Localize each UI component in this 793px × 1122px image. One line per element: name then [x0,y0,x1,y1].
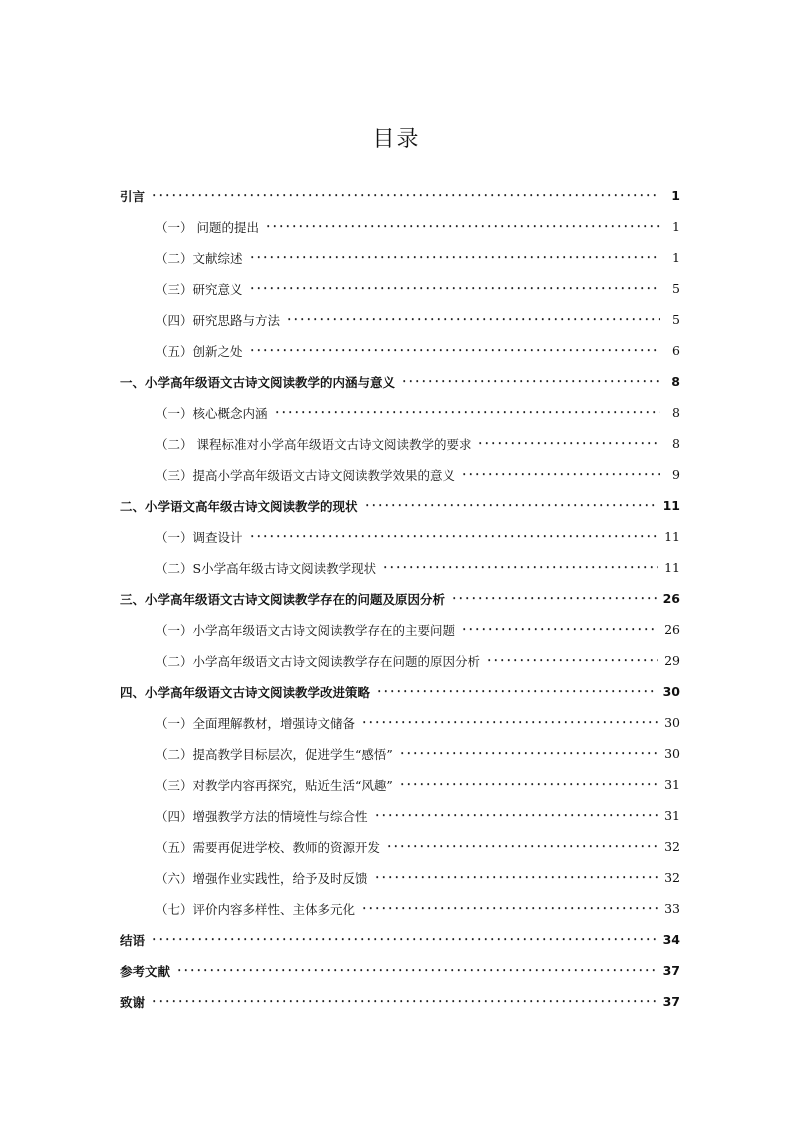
toc-page-number: 5 [672,312,680,327]
toc-section-entry[interactable] [120,800,680,831]
toc-entry-label: 三、小学高年级语文古诗文阅读教学存在的问题及原因分析 [120,591,446,607]
toc-dot-leader [486,654,658,667]
toc-dot-leader [461,623,658,636]
page-title: 目录 [372,127,421,152]
toc-chapter-entry[interactable] [120,955,680,986]
toc-chapter-entry[interactable] [120,180,680,211]
toc-dot-leader [364,499,657,512]
toc-entry-label: （五）需要再促进学校、教师的资源开发 [155,839,381,855]
toc-entry-label: （二）小学高年级语文古诗文阅读教学存在问题的原因分析 [155,653,481,669]
toc-page-number: 11 [664,560,680,575]
toc-page-number: 1 [672,219,680,234]
toc-section-entry[interactable] [120,738,680,769]
toc-page-number: 30 [664,746,680,761]
toc-dot-leader [461,468,660,481]
toc-entry-label: （二）S小学高年级古诗文阅读教学现状 [155,560,377,576]
toc-entry-label: 二、小学语文高年级古诗文阅读教学的现状 [120,498,358,514]
toc-section-entry[interactable] [120,521,680,552]
table-of-contents [120,180,680,1017]
toc-entry-label: （一）全面理解教材，增强诗文储备 [155,715,356,731]
toc-chapter-entry[interactable] [120,676,680,707]
toc-page-number: 26 [662,591,680,606]
toc-entry-label: （二）文献综述 [155,250,243,266]
toc-section-entry[interactable] [120,707,680,738]
toc-section-entry[interactable] [120,459,680,490]
toc-section-entry[interactable] [120,273,680,304]
toc-entry-label: （一）调查设计 [155,529,243,545]
toc-page-number: 11 [664,529,680,544]
toc-section-entry[interactable] [120,552,680,583]
toc-dot-leader [361,716,658,729]
toc-entry-label: 引言 [120,188,146,204]
toc-page-number: 31 [664,808,680,823]
toc-dot-leader [249,282,660,295]
toc-section-entry[interactable] [120,304,680,335]
toc-entry-label: （五）创新之处 [155,343,243,359]
toc-page-number: 30 [664,715,680,730]
toc-entry-label: 致谢 [120,994,146,1010]
toc-entry-label: （七）评价内容多样性、主体多元化 [155,901,356,917]
toc-section-entry[interactable] [120,211,680,242]
toc-dot-leader [274,406,660,419]
toc-dot-leader [451,592,657,605]
toc-dot-leader [249,530,659,543]
toc-page-number: 34 [662,932,680,947]
toc-entry-label: 参考文献 [120,963,171,979]
toc-page-number: 9 [672,467,680,482]
toc-section-entry[interactable] [120,769,680,800]
toc-page-number: 8 [672,436,680,451]
toc-dot-leader [401,375,660,388]
toc-dot-leader [399,747,658,760]
toc-page-number: 26 [664,622,680,637]
toc-page-number: 31 [664,777,680,792]
toc-chapter-entry[interactable] [120,583,680,614]
toc-chapter-entry[interactable] [120,490,680,521]
toc-entry-label: （二）提高教学目标层次，促进学生“感悟” [155,746,393,762]
toc-dot-leader [265,220,660,233]
toc-page-number: 11 [662,498,680,513]
toc-chapter-entry[interactable] [120,986,680,1017]
toc-dot-leader [399,778,658,791]
toc-section-entry[interactable] [120,397,680,428]
toc-entry-label: （四）研究思路与方法 [155,312,281,328]
toc-page-number: 1 [672,250,680,265]
toc-section-entry[interactable] [120,831,680,862]
toc-section-entry[interactable] [120,645,680,676]
toc-dot-leader [477,437,660,450]
toc-entry-label: （二） 课程标准对小学高年级语文古诗文阅读教学的要求 [155,436,472,452]
toc-section-entry[interactable] [120,428,680,459]
toc-page-number: 37 [662,963,680,978]
toc-dot-leader [376,685,657,698]
toc-page-number: 1 [671,188,680,203]
toc-entry-label: （三）研究意义 [155,281,243,297]
toc-entry-label: （一）核心概念内涵 [155,405,268,421]
toc-dot-leader [286,313,660,326]
toc-chapter-entry[interactable] [120,924,680,955]
toc-entry-label: （三）提高小学高年级语文古诗文阅读教学效果的意义 [155,467,456,483]
toc-section-entry[interactable] [120,862,680,893]
toc-entry-label: 一、小学高年级语文古诗文阅读教学的内涵与意义 [120,374,396,390]
toc-dot-leader [151,189,660,202]
toc-page-number: 37 [662,994,680,1009]
toc-page-number: 30 [662,684,680,699]
toc-dot-leader [151,995,657,1008]
toc-entry-label: 四、小学高年级语文古诗文阅读教学改进策略 [120,684,371,700]
toc-dot-leader [249,251,660,264]
toc-section-entry[interactable] [120,893,680,924]
toc-dot-leader [151,933,657,946]
toc-chapter-entry[interactable] [120,366,680,397]
toc-dot-leader [361,902,658,915]
toc-entry-label: （六）增强作业实践性，给予及时反馈 [155,870,368,886]
toc-dot-leader [386,840,658,853]
toc-page-number: 6 [672,343,680,358]
toc-dot-leader [249,344,660,357]
toc-entry-label: 结语 [120,932,146,948]
toc-page-number: 29 [664,653,680,668]
toc-entry-label: （一） 问题的提出 [155,219,259,235]
toc-entry-label: （四）增强教学方法的情境性与综合性 [155,808,368,824]
toc-page-number: 32 [664,870,680,885]
toc-dot-leader [382,561,658,574]
toc-section-entry[interactable] [120,242,680,273]
toc-page-number: 32 [664,839,680,854]
toc-page-number: 8 [672,405,680,420]
toc-section-entry[interactable] [120,614,680,645]
toc-entry-label: （一）小学高年级语文古诗文阅读教学存在的主要问题 [155,622,456,638]
toc-page-number: 33 [664,901,680,916]
toc-page-number: 5 [672,281,680,296]
toc-section-entry[interactable] [120,335,680,366]
toc-page-number: 8 [671,374,680,389]
toc-dot-leader [374,809,659,822]
toc-entry-label: （三）对教学内容再探究，贴近生活“风趣” [155,777,393,793]
toc-dot-leader [374,871,659,884]
toc-dot-leader [176,964,657,977]
